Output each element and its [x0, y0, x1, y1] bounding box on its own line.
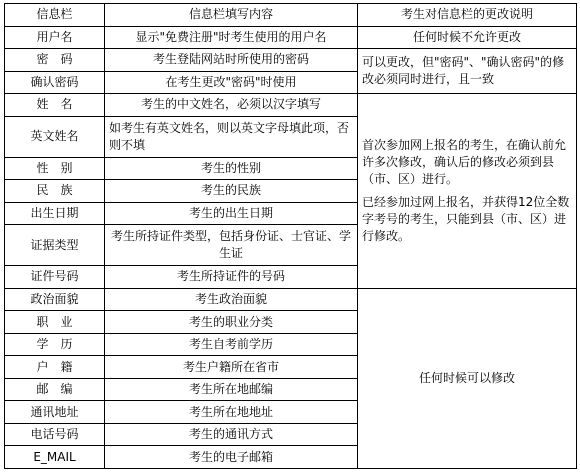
field-name: 密 码 — [5, 49, 105, 72]
header-note: 考生对信息栏的更改说明 — [358, 4, 577, 27]
info-table — [4, 3, 577, 469]
field-content: 考生所在地邮编 — [105, 378, 358, 401]
field-name: 户 籍 — [5, 356, 105, 379]
table-header-row — [5, 4, 577, 27]
field-content: 考生户籍所在省市 — [105, 356, 358, 379]
field-name: 通讯地址 — [5, 401, 105, 424]
field-content: 在考生更改"密码"时使用 — [105, 71, 358, 94]
field-name: E_MAIL — [5, 446, 105, 469]
field-content: 显示"免费注册"时考生使用的用户名 — [105, 26, 358, 49]
field-content: 考生所持证件类型，包括身份证、士官证、学生证 — [105, 225, 358, 266]
field-content: 考生的职业分类 — [105, 311, 358, 334]
note-username: 任何时候不允许更改 — [358, 26, 577, 49]
field-content: 考生所在地地址 — [105, 401, 358, 424]
field-name: 用户名 — [5, 26, 105, 49]
table-row — [5, 49, 577, 72]
field-content: 如考生有英文姓名，则以英文字母填此项，否则不填 — [105, 116, 358, 157]
field-name: 电话号码 — [5, 423, 105, 446]
field-content: 考生的中文姓名，必须以汉字填写 — [105, 94, 358, 117]
table-row — [5, 94, 577, 117]
header-content: 信息栏填写内容 — [105, 4, 358, 27]
field-name: 邮 编 — [5, 378, 105, 401]
field-name: 证件号码 — [5, 266, 105, 289]
field-name: 确认密码 — [5, 71, 105, 94]
field-content: 考生的民族 — [105, 180, 358, 203]
note-personal-first: 首次参加网上报名的考生，在确认前允许多次修改，确认后的修改必须到县（市、区）进行。 — [362, 137, 567, 186]
note-password: 可以更改，但"密码"、"确认密码"的修改必须同时进行，且一致 — [358, 49, 577, 94]
field-name: 职 业 — [5, 311, 105, 334]
field-name: 证据类型 — [5, 225, 105, 266]
field-content: 考生登陆网站时所使用的密码 — [105, 49, 358, 72]
field-name: 出生日期 — [5, 202, 105, 225]
table-row — [5, 288, 577, 311]
field-name: 民 族 — [5, 180, 105, 203]
field-content: 考生的电子邮箱 — [105, 446, 358, 469]
field-name: 性 别 — [5, 157, 105, 180]
field-content: 考生的通讯方式 — [105, 423, 358, 446]
field-name: 学 历 — [5, 333, 105, 356]
field-content: 考生政治面貌 — [105, 288, 358, 311]
table-row — [5, 26, 577, 49]
field-content: 考生所持证件的号码 — [105, 266, 358, 289]
field-name: 姓 名 — [5, 94, 105, 117]
header-field: 信息栏 — [5, 4, 105, 27]
field-content: 考生自考前学历 — [105, 333, 358, 356]
note-personal-second: 已经参加过网上报名，并获得12位全数字考号的考生，只能到县（市、区）进行修改。 — [362, 194, 570, 243]
field-name: 英文姓名 — [5, 116, 105, 157]
field-content: 考生的性别 — [105, 157, 358, 180]
note-personal — [358, 94, 577, 289]
field-content: 考生的出生日期 — [105, 202, 358, 225]
field-name: 政治面貌 — [5, 288, 105, 311]
note-other: 任何时候可以修改 — [358, 288, 577, 468]
